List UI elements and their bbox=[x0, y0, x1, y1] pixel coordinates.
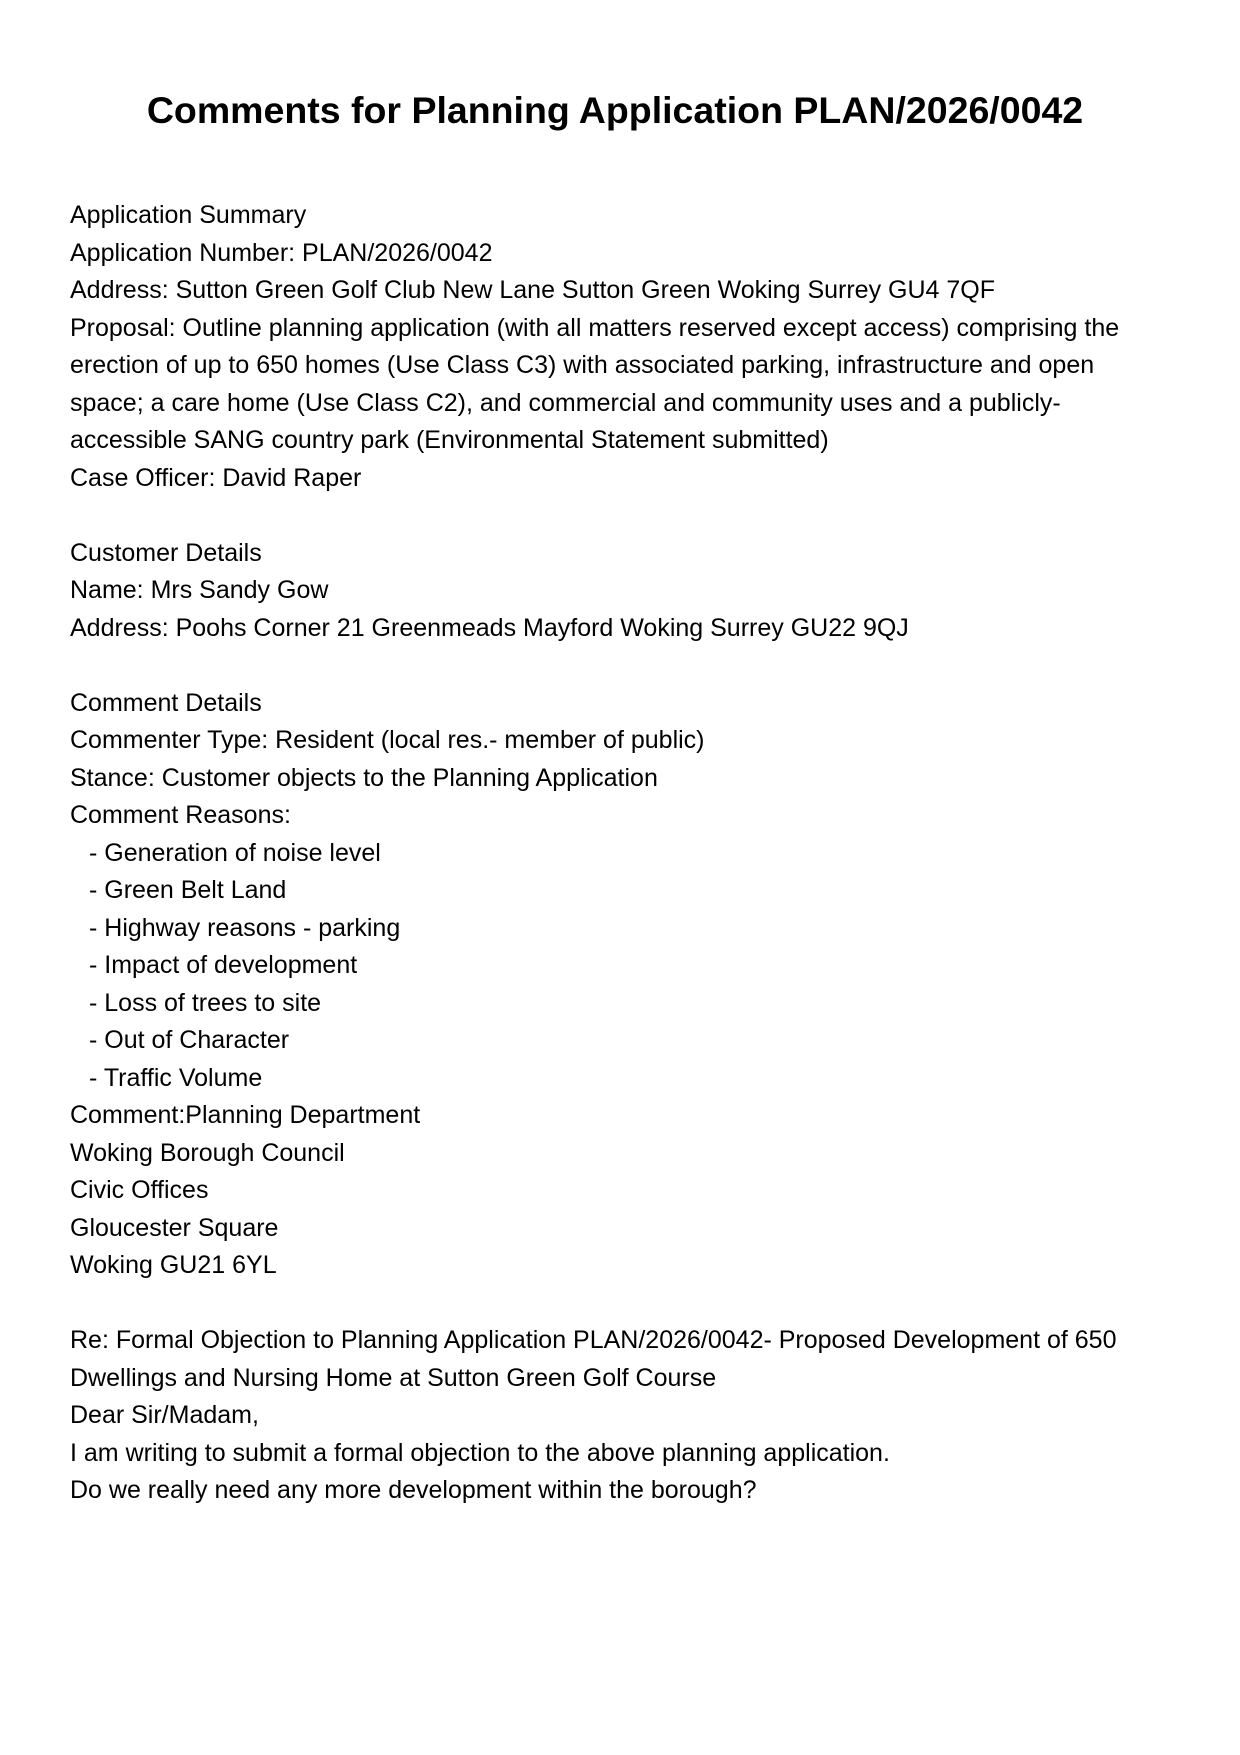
recipient-address-line: Civic Offices bbox=[70, 1176, 209, 1204]
comment-reason: - Loss of trees to site bbox=[89, 988, 322, 1017]
comment-reason: - Traffic Volume bbox=[89, 1063, 263, 1092]
application-address-line: Address: Sutton Green Golf Club New Lane Sutton Green Woking Surrey GU4 7QF bbox=[70, 276, 995, 304]
recipient-address-line: Gloucester Square bbox=[70, 1213, 279, 1242]
comment-reason: - Generation of noise level bbox=[89, 838, 381, 867]
application-number-line: Application Number: PLAN/2026/0042 bbox=[70, 238, 493, 267]
document-body bbox=[70, 197, 1160, 1510]
customer-name-line: Name: Mrs Sandy Gow bbox=[70, 576, 329, 604]
letter-paragraph: Do we really need any more development within the borough? bbox=[70, 1476, 757, 1504]
customer-details-section bbox=[70, 535, 1160, 648]
letter-section bbox=[70, 1322, 1160, 1510]
letter-re-line: Re: Formal Objection to Planning Application PLAN/2026/0042- Proposed Development of 650 Dwellings and Nursing Home at Sutton Green Golf Course bbox=[70, 1326, 1117, 1392]
recipient-address-line: Woking Borough Council bbox=[70, 1138, 345, 1167]
application-summary-heading: Application Summary bbox=[70, 201, 307, 229]
comment-reason: - Impact of development bbox=[89, 951, 358, 979]
application-summary-section bbox=[70, 197, 1160, 497]
comment-reason: - Green Belt Land bbox=[89, 876, 287, 904]
recipient-address-line: Woking GU21 6YL bbox=[70, 1251, 277, 1279]
letter-paragraph: I am writing to submit a formal objection to the above planning application. bbox=[70, 1438, 890, 1467]
comment-details-section bbox=[70, 685, 1160, 1285]
customer-address-line: Address: Poohs Corner 21 Greenmeads Mayford Woking Surrey GU22 9QJ bbox=[70, 613, 909, 642]
page-title: Comments for Planning Application PLAN/2026/0042 bbox=[146, 89, 1084, 131]
application-proposal-line: Proposal: Outline planning application (with all matters reserved except access) comprising the erection of up to 650 homes (Use Class C3) with associated parking, infrastructure and open space; a care home (Use Class C2), and commercial and community uses and a publicly-accessible SANG country park (Environmental Statement submitted) bbox=[70, 313, 1120, 454]
commenter-type-line: Commenter Type: Resident (local res.- member of public) bbox=[70, 726, 705, 754]
comment-reason: - Out of Character bbox=[89, 1026, 290, 1054]
letter-salutation: Dear Sir/Madam, bbox=[70, 1401, 259, 1429]
comment-intro-line: Comment:Planning Department bbox=[70, 1101, 421, 1129]
customer-details-heading: Customer Details bbox=[70, 538, 262, 567]
comment-reason: - Highway reasons - parking bbox=[89, 913, 401, 942]
stance-line: Stance: Customer objects to the Planning Application bbox=[70, 763, 658, 792]
comment-details-heading: Comment Details bbox=[70, 688, 262, 717]
case-officer-line: Case Officer: David Raper bbox=[70, 463, 362, 492]
comment-reasons-label: Comment Reasons: bbox=[70, 801, 291, 829]
